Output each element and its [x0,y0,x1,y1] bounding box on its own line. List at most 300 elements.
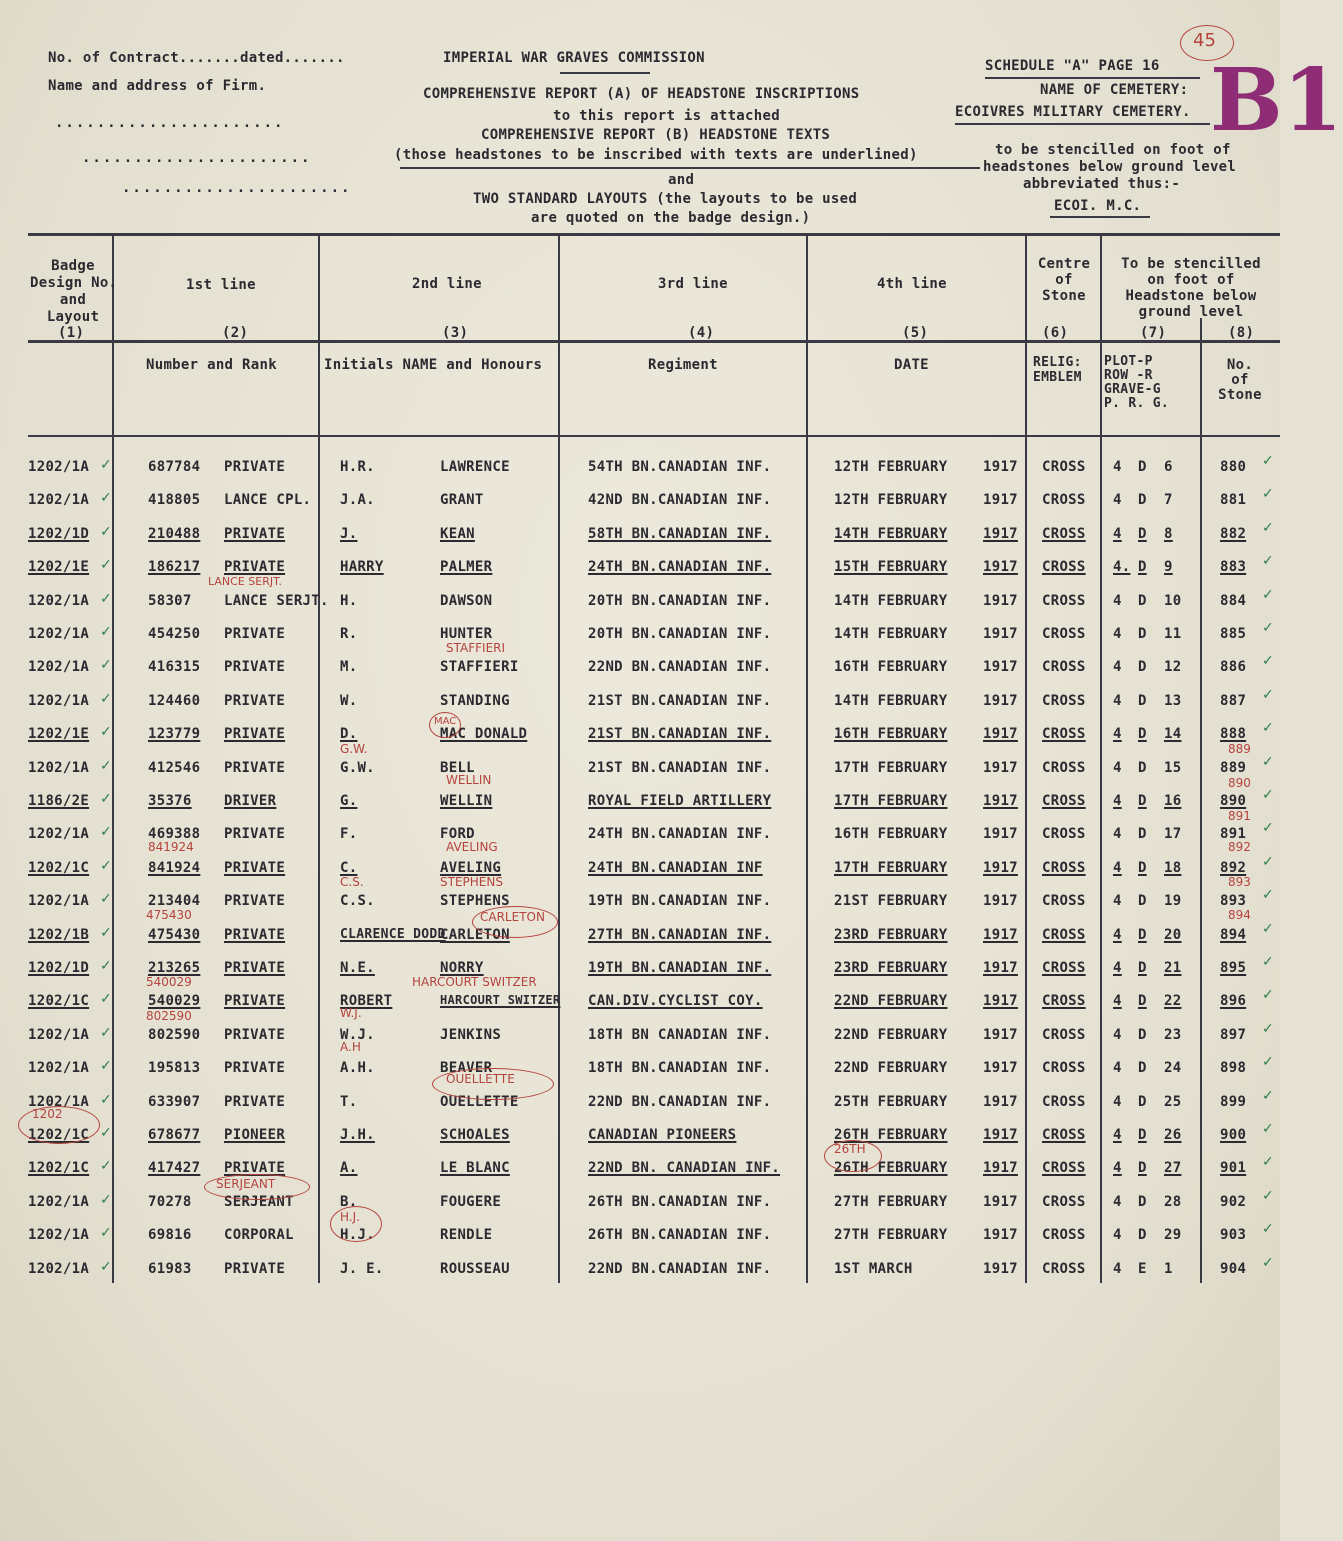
cell-init: R. [340,626,358,642]
check-mark-icon: ✓ [100,490,112,507]
cell-name: GRANT [440,492,484,509]
cell-year: 1917 [983,1227,1018,1244]
cell-name: HUNTER [440,626,493,642]
cell-g: 21 [1164,960,1182,976]
cell-init: H.R. [340,459,375,475]
cell-g: 26 [1164,1127,1182,1143]
check-mark-icon: ✓ [100,1058,112,1075]
cell-year: 1917 [983,1093,1018,1110]
cell-rank: PRIVATE [224,626,286,642]
cell-name: BELL [440,759,475,776]
cell-g: 17 [1164,826,1182,843]
cell-name: JENKINS [440,1026,502,1043]
cell-rank: PRIVATE [224,726,286,743]
cell-p: 4 [1113,1160,1122,1177]
cell-year: 1917 [983,859,1018,876]
cell-date: 14TH FEBRUARY [834,592,948,609]
check-mark-icon: ✓ [1262,1054,1274,1071]
cell-no: 881 [1220,492,1247,509]
col-4th-line-header: 4th line [877,276,947,292]
cell-init: ROBERT [340,993,393,1010]
cell-rank: LANCE CPL. [224,492,312,509]
cell-reg: 22ND BN.CANADIAN INF. [588,1093,772,1110]
cell-p: 4 [1113,759,1122,776]
cell-no: 896 [1220,993,1247,1010]
schedule-page: SCHEDULE "A" PAGE 16 [985,58,1160,74]
cell-r: D [1138,525,1147,542]
cell-r: D [1138,926,1147,943]
sub-prg: PLOT-P ROW -R GRAVE-G P. R. G. [1104,354,1170,411]
underlined-note: (those headstones to be inscribed with texts are underlined) [394,147,918,163]
cell-rank: PRIVATE [224,759,286,776]
sub-relig-emblem: RELIG: EMBLEM [1033,355,1082,385]
cell-g: 28 [1164,1193,1182,1210]
check-mark-icon: ✓ [1262,987,1274,1004]
cell-badge: 1202/1E [28,559,90,576]
cell-num: 678677 [148,1127,201,1143]
cell-num: 210488 [148,525,201,542]
cell-reg: 22ND BN. CANADIAN INF. [588,1160,781,1177]
cell-g: 7 [1164,492,1173,509]
cell-name: DAWSON [440,592,493,609]
cell-p: 4 [1113,926,1122,943]
cell-p: 4 [1113,893,1122,910]
cell-r: D [1138,626,1147,642]
cell-badge: 1202/1E [28,726,90,743]
cell-name: OUELLETTE [440,1093,519,1110]
cell-year: 1917 [983,1193,1018,1210]
cell-r: D [1138,726,1147,743]
cell-num: 124460 [148,692,201,709]
cell-g: 14 [1164,726,1182,743]
cell-rank: PRIVATE [224,993,286,1010]
col-num-7: (7) [1140,325,1167,341]
cell-r: D [1138,759,1147,776]
check-mark-icon: ✓ [100,724,112,741]
cell-emb: CROSS [1042,692,1086,709]
cell-init: C. [340,859,358,876]
annot-889: 889 [1228,742,1251,756]
cell-r: D [1138,592,1147,609]
annot-890: 890 [1228,776,1251,790]
cell-date: 22ND FEBRUARY [834,1060,948,1077]
cell-p: 4 [1113,692,1122,709]
cell-reg: 21ST BN.CANADIAN INF. [588,726,772,743]
check-mark-icon: ✓ [1262,787,1274,803]
cell-rank: PRIVATE [224,692,286,709]
cell-r: D [1138,893,1147,910]
cell-p: 4 [1113,1093,1122,1110]
check-mark-icon: ✓ [1262,753,1274,770]
cell-init: N.E. [340,960,375,976]
cell-r: D [1138,459,1147,475]
cell-name: LAWRENCE [440,459,510,475]
page-number-annotation: 45 [1193,30,1216,51]
cell-init: D. [340,726,358,743]
check-mark-icon: ✓ [100,557,112,574]
cell-init: G. [340,793,358,809]
check-mark-icon: ✓ [100,824,112,841]
cell-num: 123779 [148,726,201,743]
cell-badge: 1202/1A [28,1093,90,1110]
cell-year: 1917 [983,826,1018,843]
check-mark-icon: ✓ [100,1091,112,1108]
cell-reg: ROYAL FIELD ARTILLERY [588,793,772,809]
cell-badge: 1202/1C [28,1127,90,1143]
check-mark-icon: ✓ [100,457,112,473]
cell-date: 14TH FEBRUARY [834,692,948,709]
cell-p: 4 [1113,960,1122,976]
cell-reg: 21ST BN.CANADIAN INF. [588,759,772,776]
check-mark-icon: ✓ [1262,920,1274,937]
cell-date: 27TH FEBRUARY [834,1227,948,1244]
cell-r: D [1138,1093,1147,1110]
cell-reg: 58TH BN.CANADIAN INF. [588,525,772,542]
cell-g: 12 [1164,659,1182,676]
cell-emb: CROSS [1042,525,1086,542]
check-mark-icon: ✓ [100,924,112,941]
cell-p: 4 [1113,492,1122,509]
cemetery-label: NAME OF CEMETERY: [1040,82,1189,98]
cell-badge: 1202/1A [28,1260,90,1277]
cell-name: STANDING [440,692,510,709]
annot-lance-serjt: LANCE SERJT. [208,575,282,588]
cell-date: 16TH FEBRUARY [834,659,948,676]
col-num-2: (2) [222,325,249,341]
col-num-1: (1) [58,325,85,341]
cell-date: 14TH FEBRUARY [834,525,948,542]
col-num-3: (3) [442,325,469,341]
annot-802590: 802590 [146,1009,192,1023]
cell-init: A.H. [340,1060,375,1077]
cell-name: NORRY [440,960,484,976]
cell-year: 1917 [983,659,1018,676]
annot-891: 891 [1228,809,1251,823]
cell-rank: LANCE SERJT. [224,592,329,609]
cell-r: D [1138,960,1147,976]
cell-reg: 24TH BN.CANADIAN INF. [588,559,772,576]
cell-emb: CROSS [1042,793,1086,809]
annot-841924: 841924 [148,840,194,854]
cell-r: D [1138,993,1147,1010]
cell-emb: CROSS [1042,559,1086,576]
col-num-4: (4) [688,325,715,341]
cell-reg: 19TH BN.CANADIAN INF. [588,960,772,976]
annot-hj: H.J. [340,1210,360,1224]
cell-p: 4 [1113,1127,1122,1143]
annot-893: 893 [1228,875,1251,889]
cell-reg: 54TH BN.CANADIAN INF. [588,459,772,475]
cell-emb: CROSS [1042,626,1086,642]
cell-date: 17TH FEBRUARY [834,759,948,776]
cell-emb: CROSS [1042,659,1086,676]
cell-num: 58307 [148,592,192,609]
cell-num: 802590 [148,1026,201,1043]
org-title: IMPERIAL WAR GRAVES COMMISSION [443,50,705,66]
cell-year: 1917 [983,793,1018,809]
cell-num: 61983 [148,1260,192,1277]
cell-emb: CROSS [1042,1193,1086,1210]
cell-emb: CROSS [1042,759,1086,776]
annot-26th: 26TH [834,1142,866,1156]
cell-rank: PRIVATE [224,1026,286,1043]
cell-num: 416315 [148,659,201,676]
cell-no: 886 [1220,659,1247,676]
cell-p: 4 [1113,826,1122,843]
cell-rank: PRIVATE [224,1160,286,1177]
layouts-line-1: TWO STANDARD LAYOUTS (the layouts to be used [473,191,858,207]
cell-no: 884 [1220,592,1247,609]
check-mark-icon: ✓ [1262,486,1274,503]
cell-num: 70278 [148,1193,192,1210]
check-mark-icon: ✓ [100,791,112,807]
cell-g: 19 [1164,893,1182,910]
dots-line-2: ...................... [82,150,312,166]
cell-no: 892 [1220,859,1247,876]
cell-no: 899 [1220,1093,1247,1110]
sub-name-honours: Initials NAME and Honours [324,357,543,373]
annot-mac: MAC [434,716,457,727]
cell-num: 475430 [148,926,201,943]
cell-no: 882 [1220,525,1247,542]
attached-line: to this report is attached [553,108,780,124]
col-badge-header: Badge Design No. and Layout [30,258,118,325]
check-mark-icon: ✓ [1262,1187,1274,1204]
cell-rank: CORPORAL [224,1227,294,1244]
cell-reg: 26TH BN.CANADIAN INF. [588,1227,772,1244]
cell-date: 15TH FEBRUARY [834,559,948,576]
cell-no: 898 [1220,1060,1247,1077]
cell-emb: CROSS [1042,492,1086,509]
cell-emb: CROSS [1042,826,1086,843]
cell-no: 889 [1220,759,1247,776]
cell-date: 12TH FEBRUARY [834,459,948,475]
cell-init: J. E. [340,1260,384,1277]
cell-num: 841924 [148,859,201,876]
cell-rank: PRIVATE [224,859,286,876]
check-mark-icon: ✓ [1262,686,1274,703]
cell-no: 888 [1220,726,1247,743]
cell-rank: SERJEANT [224,1193,294,1210]
cell-date: 23RD FEBRUARY [834,926,948,943]
cell-emb: CROSS [1042,960,1086,976]
cell-name: RENDLE [440,1227,493,1244]
cell-init: H.J. [340,1227,375,1244]
cell-date: 16TH FEBRUARY [834,726,948,743]
cell-p: 4. [1113,559,1131,576]
cell-badge: 1202/1A [28,826,90,843]
cell-r: D [1138,1193,1147,1210]
cell-badge: 1202/1A [28,1026,90,1043]
check-mark-icon: ✓ [1262,586,1274,603]
stamp-mark: B1 [1210,50,1343,151]
cell-r: D [1138,492,1147,509]
cell-name: SCHOALES [440,1127,510,1143]
check-mark-icon: ✓ [100,891,112,908]
cell-reg: 21ST BN.CANADIAN INF. [588,692,772,709]
cell-date: 25TH FEBRUARY [834,1093,948,1110]
cell-no: 900 [1220,1127,1247,1143]
check-mark-icon: ✓ [1262,1121,1274,1137]
cell-r: D [1138,1060,1147,1077]
cell-emb: CROSS [1042,893,1086,910]
cell-p: 4 [1113,1260,1122,1277]
cell-p: 4 [1113,859,1122,876]
cell-name: ROUSSEAU [440,1260,510,1277]
cell-init: M. [340,659,358,676]
cell-no: 897 [1220,1026,1247,1043]
check-mark-icon: ✓ [1262,1020,1274,1037]
col-stencil-header: To be stencilled on foot of Headstone below ground level [1121,256,1261,320]
cell-g: 18 [1164,859,1182,876]
check-mark-icon: ✓ [100,690,112,707]
cell-year: 1917 [983,559,1018,576]
cell-rank: PRIVATE [224,1093,286,1110]
cell-badge: 1202/1A [28,692,90,709]
cell-num: 213404 [148,893,201,910]
cell-num: 469388 [148,826,201,843]
stencil-line-1: to be stencilled on foot of [995,142,1231,158]
check-mark-icon: ✓ [100,757,112,774]
cell-num: 35376 [148,793,192,809]
cell-emb: CROSS [1042,859,1086,876]
cell-name: FOUGERE [440,1193,502,1210]
report-b-title: COMPREHENSIVE REPORT (B) HEADSTONE TEXTS [481,127,831,143]
cell-g: 1 [1164,1260,1173,1277]
annot-475430: 475430 [146,908,192,922]
cell-year: 1917 [983,459,1018,475]
firm-line: Name and address of Firm. [48,78,267,94]
cell-init: CLARENCE DODD [340,926,446,942]
cell-init: HARRY [340,559,384,576]
cell-rank: DRIVER [224,793,277,809]
cell-num: 186217 [148,559,201,576]
cell-year: 1917 [983,1026,1018,1043]
contract-line: No. of Contract.......dated....... [48,50,345,66]
cell-init: F. [340,826,358,843]
check-mark-icon: ✓ [1262,1254,1274,1271]
cell-num: 412546 [148,759,201,776]
cell-badge: 1202/1D [28,960,90,976]
cell-badge: 1202/1D [28,525,90,542]
cell-g: 20 [1164,926,1182,943]
and-line: and [668,172,695,188]
check-mark-icon: ✓ [100,657,112,674]
cell-badge: 1202/1C [28,859,90,876]
cell-reg: CANADIAN PIONEERS [588,1127,737,1143]
cell-no: 885 [1220,626,1247,642]
cell-year: 1917 [983,626,1018,642]
cell-p: 4 [1113,525,1122,542]
cell-year: 1917 [983,1060,1018,1077]
cell-year: 1917 [983,726,1018,743]
cell-g: 22 [1164,993,1182,1010]
annot-carleton: CARLETON [480,910,545,924]
annot-892: 892 [1228,840,1251,854]
cell-badge: 1202/1C [28,1160,90,1177]
cell-date: 22ND FEBRUARY [834,993,948,1010]
layouts-line-2: are quoted on the badge design.) [531,210,811,226]
cell-reg: 26TH BN.CANADIAN INF. [588,1193,772,1210]
sub-number-rank: Number and Rank [146,357,277,373]
cell-emb: CROSS [1042,1227,1086,1244]
cell-init: J.H. [340,1127,375,1143]
annot-ouellette: OUELLETTE [446,1072,515,1086]
cell-init: J.A. [340,492,375,509]
cell-num: 213265 [148,960,201,976]
cell-name: CARLETON [440,926,510,943]
cell-year: 1917 [983,926,1018,943]
annot-serjeant: SERJEANT [216,1177,276,1191]
cell-name: PALMER [440,559,493,576]
check-mark-icon: ✓ [100,857,112,874]
check-mark-icon: ✓ [100,590,112,607]
cell-p: 4 [1113,726,1122,743]
check-mark-icon: ✓ [100,1191,112,1208]
cell-badge: 1202/1A [28,592,90,609]
cell-name: AVELING [440,859,502,876]
check-mark-icon: ✓ [100,523,112,540]
cell-badge: 1202/1A [28,626,90,642]
cell-year: 1917 [983,993,1018,1010]
check-mark-icon: ✓ [100,958,112,974]
cell-name: STEPHENS [440,893,510,910]
cell-r: D [1138,659,1147,676]
cell-no: 880 [1220,459,1247,475]
cell-badge: 1202/1A [28,1227,90,1244]
cell-r: D [1138,692,1147,709]
cell-reg: 24TH BN.CANADIAN INF. [588,826,772,843]
cell-no: 904 [1220,1260,1247,1277]
check-mark-icon: ✓ [100,1225,112,1242]
cell-p: 4 [1113,993,1122,1010]
cell-date: 21ST FEBRUARY [834,893,948,910]
check-mark-icon: ✓ [100,1024,112,1041]
cell-num: 195813 [148,1060,201,1077]
cell-badge: 1202/1A [28,1060,90,1077]
cell-year: 1917 [983,960,1018,976]
cell-r: D [1138,859,1147,876]
dots-line-1: ...................... [55,115,285,131]
cell-r: D [1138,1026,1147,1043]
cell-r: D [1138,793,1147,809]
check-mark-icon: ✓ [1262,1221,1274,1238]
cell-name: BEAVER [440,1060,493,1077]
cell-no: 902 [1220,1193,1247,1210]
cell-emb: CROSS [1042,1260,1086,1277]
cemetery-name: ECOIVRES MILITARY CEMETERY. [955,104,1191,120]
cell-r: E [1138,1260,1147,1277]
annot-wellin: WELLIN [446,773,492,787]
cell-rank: PRIVATE [224,960,286,976]
cell-g: 10 [1164,592,1182,609]
cell-g: 29 [1164,1227,1182,1244]
cell-year: 1917 [983,492,1018,509]
cell-rank: PRIVATE [224,926,286,943]
abbreviation: ECOI. M.C. [1054,198,1142,214]
check-mark-icon: ✓ [1262,453,1274,469]
cell-no: 883 [1220,559,1247,576]
cell-year: 1917 [983,1160,1018,1177]
cell-init: H. [340,592,358,609]
cell-g: 27 [1164,1160,1182,1177]
cell-date: 16TH FEBRUARY [834,826,948,843]
check-mark-icon: ✓ [100,1158,112,1175]
col-2nd-line-header: 2nd line [412,276,482,292]
annot-wj: W.J. [340,1006,362,1020]
cell-badge: 1202/1A [28,759,90,776]
cell-r: D [1138,1227,1147,1244]
